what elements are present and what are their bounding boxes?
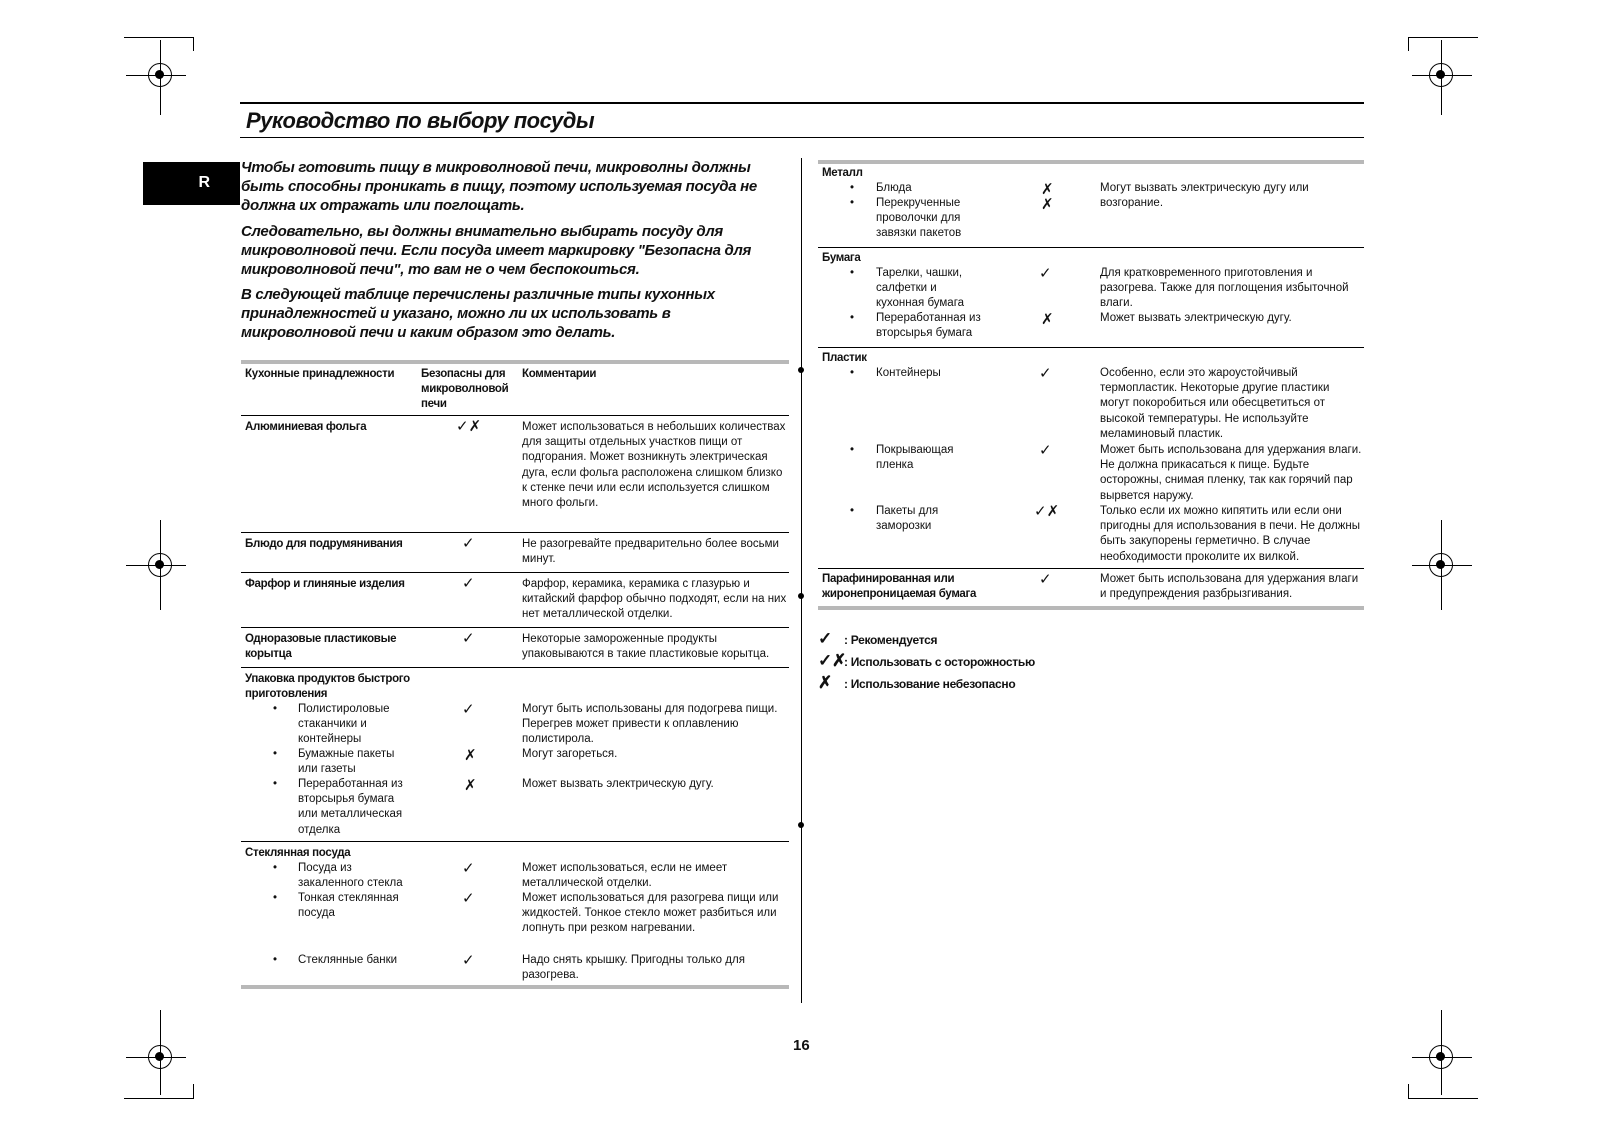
check-icon: ✓ bbox=[462, 701, 475, 718]
sub-item-name: Тарелки, чашки, салфетки и кухонная бумага bbox=[876, 267, 965, 310]
header-safe: Безопасны для микроволновой печи bbox=[421, 368, 509, 411]
legend-recommended: ✓ : Рекомендуется bbox=[818, 629, 938, 648]
sub-item-name: Контейнеры bbox=[876, 367, 941, 379]
legend-unsafe: ✗ : Использование небезопасно bbox=[818, 673, 1016, 692]
divider-dot bbox=[798, 367, 804, 373]
intro-paragraph-3: В следующей таблице перечислены различные типы кухонных принадлежностей и указано, можно ли их использовать в микроволновой печи и каким образом это делать. bbox=[241, 286, 715, 341]
check-icon: ✓ bbox=[1039, 442, 1052, 459]
sub-item-comment: Может вызвать электрическую дугу. bbox=[522, 778, 714, 790]
row-comment: Может быть использована для удержания влаги и предупреждения разбрызгивания. bbox=[1100, 573, 1359, 601]
header-comments: Комментарии bbox=[522, 368, 597, 380]
check-icon: ✓ bbox=[462, 890, 475, 907]
sub-item-name: Полистироловые стаканчики и контейнеры bbox=[298, 703, 390, 746]
sub-item-name: Блюда bbox=[876, 182, 912, 194]
row-comment: Может использоваться в небольших количествах для защиты отдельных участков пищи от подгорания. Может возникнуть электрическая дуга, если фольга расположена слишком близко к стенке печи или если используется слишком много фольги. bbox=[522, 421, 786, 510]
sub-item-name: Пакеты для заморозки bbox=[876, 505, 939, 533]
sub-item-comment: Могут быть использованы для подогрева пищи. Перегрев может привести к оплавлению полистирола. bbox=[522, 703, 778, 746]
sub-item-comment: Может использоваться, если не имеет металлической отделки. bbox=[522, 862, 728, 890]
row-name: Бумага bbox=[822, 252, 861, 264]
cross-icon: ✗ bbox=[1041, 181, 1054, 198]
sub-item-name: Покрывающая пленка bbox=[876, 444, 954, 472]
title-rule-top bbox=[240, 102, 1364, 104]
check-icon: ✓ bbox=[462, 630, 475, 647]
sub-item-name: Посуда из закаленного стекла bbox=[298, 862, 403, 890]
sub-item-comment: Может вызвать электрическую дугу. bbox=[1100, 312, 1292, 324]
check-icon: ✓ bbox=[462, 575, 475, 592]
check-icon: ✓ bbox=[1039, 571, 1052, 588]
column-divider bbox=[801, 158, 802, 1003]
sub-item-name: Переработанная из вторсырья бумага bbox=[876, 312, 981, 340]
sub-item-comment: Могут загореться. bbox=[522, 748, 618, 760]
cross-icon: ✗ bbox=[1041, 311, 1054, 328]
row-comment: Могут вызвать электрическую дугу или возгорание. bbox=[1100, 182, 1309, 210]
row-name: Блюдо для подрумянивания bbox=[245, 538, 403, 550]
sub-item-comment: Может быть использована для удержания влаги. Не должна прикасаться к пище. Будьте осторожны, снимая пленку, так как горячий пар вырвется наружу. bbox=[1100, 444, 1362, 502]
row-name: Парафинированная или жиронепроницаемая бумага bbox=[822, 573, 977, 601]
sub-item-comment: Может использоваться для разогрева пищи или жидкостей. Тонкое стекло может разбиться или лопнуть при резком нагревании. bbox=[522, 892, 779, 935]
sub-item-name: Перекрученные проволочки для завязки пакетов bbox=[876, 197, 962, 240]
check-icon: ✓ bbox=[462, 952, 475, 969]
sub-item-name: Стеклянные банки bbox=[298, 954, 398, 966]
sub-item-name: Бумажные пакеты или газеты bbox=[298, 748, 395, 776]
check-icon: ✓ bbox=[462, 535, 475, 552]
row-name: Пластик bbox=[822, 352, 867, 364]
sub-item-comment: Надо снять крышку. Пригодны только для разогрева. bbox=[522, 954, 745, 982]
row-name: Одноразовые пластиковые корытца bbox=[245, 633, 397, 661]
sub-item-name: Переработанная из вторсырья бумага или металлическая отделка bbox=[298, 778, 403, 836]
sub-item-comment: Только если их можно кипятить или если они пригодны для использования в печи. Не должны быть закупорены герметично. В случае необходимости проколите их вилкой. bbox=[1100, 505, 1360, 563]
page-number: 16 bbox=[793, 1037, 810, 1054]
row-name: Стеклянная посуда bbox=[245, 847, 351, 859]
intro-paragraph-1: Чтобы готовить пищу в микроволновой печи, микроволны должны быть способны проникать в пищу, поэтому используемая посуда не должна их отражать или поглощать. bbox=[241, 159, 757, 214]
legend-caution: ✓✗: Использовать с осторожностью bbox=[818, 651, 1035, 670]
sub-item-name: Тонкая стеклянная посуда bbox=[298, 892, 399, 920]
caution-icon: ✓✗ bbox=[1034, 503, 1060, 520]
cross-icon: ✗ bbox=[1041, 196, 1054, 213]
title-rule-bottom bbox=[240, 137, 1364, 138]
row-name: Металл bbox=[822, 167, 863, 179]
cross-icon: ✗ bbox=[464, 777, 477, 794]
divider-dot bbox=[798, 822, 804, 828]
row-comment: Не разогревайте предварительно более восьми минут. bbox=[522, 538, 779, 566]
divider-dot bbox=[798, 593, 804, 599]
header-utensils: Кухонные принадлежности bbox=[245, 368, 395, 380]
sub-item-comment: Особенно, если это жароустойчивый термопластик. Некоторые другие пластики могут покоробиться или обесцветиться от высокой температуры. Не используйте меламиновый пластик. bbox=[1100, 367, 1330, 440]
sub-item-comment: Для кратковременного приготовления и разогрева. Также для поглощения избыточной влаги. bbox=[1100, 267, 1349, 310]
caution-icon: ✓✗ bbox=[818, 651, 846, 670]
intro-paragraph-2: Следовательно, вы должны внимательно выбирать посуду для микроволновой печи. Если посуда имеет маркировку "Безопасна для микроволновой печи", то вам не о чем беспокоиться. bbox=[241, 223, 752, 278]
cross-icon: ✗ bbox=[818, 673, 832, 692]
check-icon: ✓ bbox=[818, 629, 832, 648]
page-title: Руководство по выбору посуды bbox=[246, 108, 595, 133]
row-name: Упаковка продуктов быстрого приготовления bbox=[245, 673, 410, 701]
row-name: Фарфор и глиняные изделия bbox=[245, 578, 405, 590]
row-comment: Фарфор, керамика, керамика с глазурью и китайский фарфор обычно подходят, если на них нет металлической отделки. bbox=[522, 578, 787, 621]
check-icon: ✓ bbox=[1039, 365, 1052, 382]
language-tab: R bbox=[143, 162, 240, 205]
check-icon: ✓ bbox=[462, 860, 475, 877]
cross-icon: ✗ bbox=[464, 747, 477, 764]
caution-icon: ✓✗ bbox=[456, 418, 482, 435]
check-icon: ✓ bbox=[1039, 265, 1052, 282]
row-name: Алюминиевая фольга bbox=[245, 421, 367, 433]
row-comment: Некоторые замороженные продукты упаковываются в такие пластиковые корытца. bbox=[522, 633, 770, 661]
